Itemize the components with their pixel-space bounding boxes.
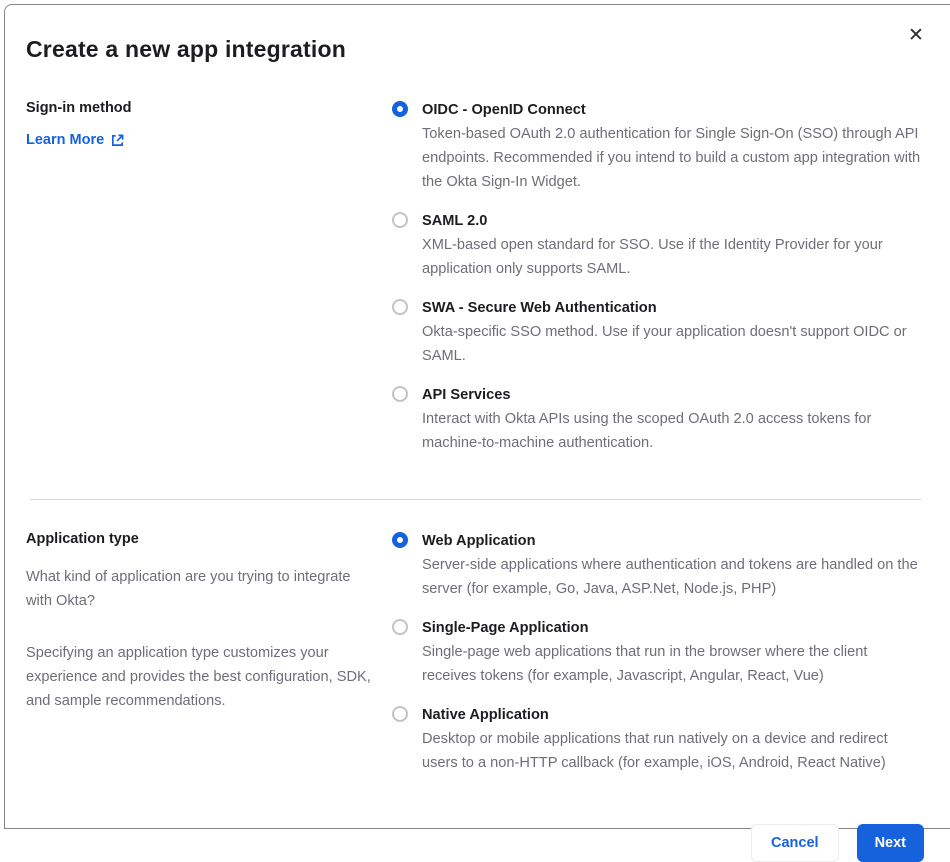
learn-more-label: Learn More (26, 132, 105, 148)
signin-method-heading: Sign-in method (26, 100, 132, 116)
next-button[interactable]: Next (857, 824, 924, 862)
dialog-title: Create a new app integration (26, 36, 346, 62)
radio-option-oidc[interactable] (392, 98, 924, 194)
radio-option-label: SAML 2.0 (422, 213, 488, 229)
radio-option-description: Interact with Okta APIs using the scoped OAuth 2.0 access tokens for machine-to-machine authentication. (422, 411, 872, 451)
radio-icon[interactable] (392, 386, 408, 402)
radio-option-label: Native Application (422, 707, 549, 723)
learn-more-link[interactable] (26, 132, 124, 148)
radio-icon[interactable] (392, 299, 408, 315)
radio-option-description: Desktop or mobile applications that run natively on a device and redirect users to a non-HTTP callback (for example, iOS, Android, React Native) (422, 731, 888, 771)
radio-option-swa[interactable] (392, 296, 924, 368)
create-app-integration-dialog (4, 4, 950, 851)
radio-option-web-application[interactable] (392, 529, 924, 601)
signin-method-section (26, 98, 924, 470)
radio-option-single-page-application[interactable] (392, 616, 924, 688)
radio-icon[interactable] (392, 532, 408, 548)
close-icon[interactable]: ✕ (904, 23, 928, 47)
section-divider (30, 499, 921, 500)
radio-option-label: Web Application (422, 533, 536, 549)
application-type-heading: Application type (26, 531, 139, 547)
external-link-icon (111, 134, 124, 147)
application-type-section (26, 529, 924, 790)
cancel-button[interactable]: Cancel (751, 824, 839, 862)
radio-option-saml[interactable] (392, 209, 924, 281)
radio-option-description: Okta-specific SSO method. Use if your application doesn't support OIDC or SAML. (422, 324, 907, 364)
radio-icon[interactable] (392, 706, 408, 722)
radio-icon[interactable] (392, 212, 408, 228)
radio-option-api-services[interactable] (392, 383, 924, 455)
application-type-paragraph: What kind of application are you trying to integrate with Okta? (26, 569, 351, 609)
radio-option-label: API Services (422, 387, 511, 403)
radio-option-label: OIDC - OpenID Connect (422, 102, 586, 118)
radio-icon[interactable] (392, 619, 408, 635)
application-type-paragraph: Specifying an application type customizes your experience and provides the best configuration, SDK, and sample recommendations. (26, 645, 371, 709)
radio-option-description: Single-page web applications that run in the browser where the client receives tokens (for example, Javascript, Angular, React, Vue) (422, 644, 868, 684)
radio-option-description: Token-based OAuth 2.0 authentication for Single Sign-On (SSO) through API endpoints. Recommended if you intend to build a custom app integration with the Okta Sign-In Widget. (422, 126, 921, 190)
radio-icon[interactable] (392, 101, 408, 117)
radio-option-description: Server-side applications where authentication and tokens are handled on the server (for example, Go, Java, ASP.Net, Node.js, PHP) (422, 557, 918, 597)
radio-option-description: XML-based open standard for SSO. Use if the Identity Provider for your application only supports SAML. (422, 237, 883, 277)
radio-option-label: Single-Page Application (422, 620, 589, 636)
radio-option-native-application[interactable] (392, 703, 924, 775)
radio-option-label: SWA - Secure Web Authentication (422, 300, 657, 316)
